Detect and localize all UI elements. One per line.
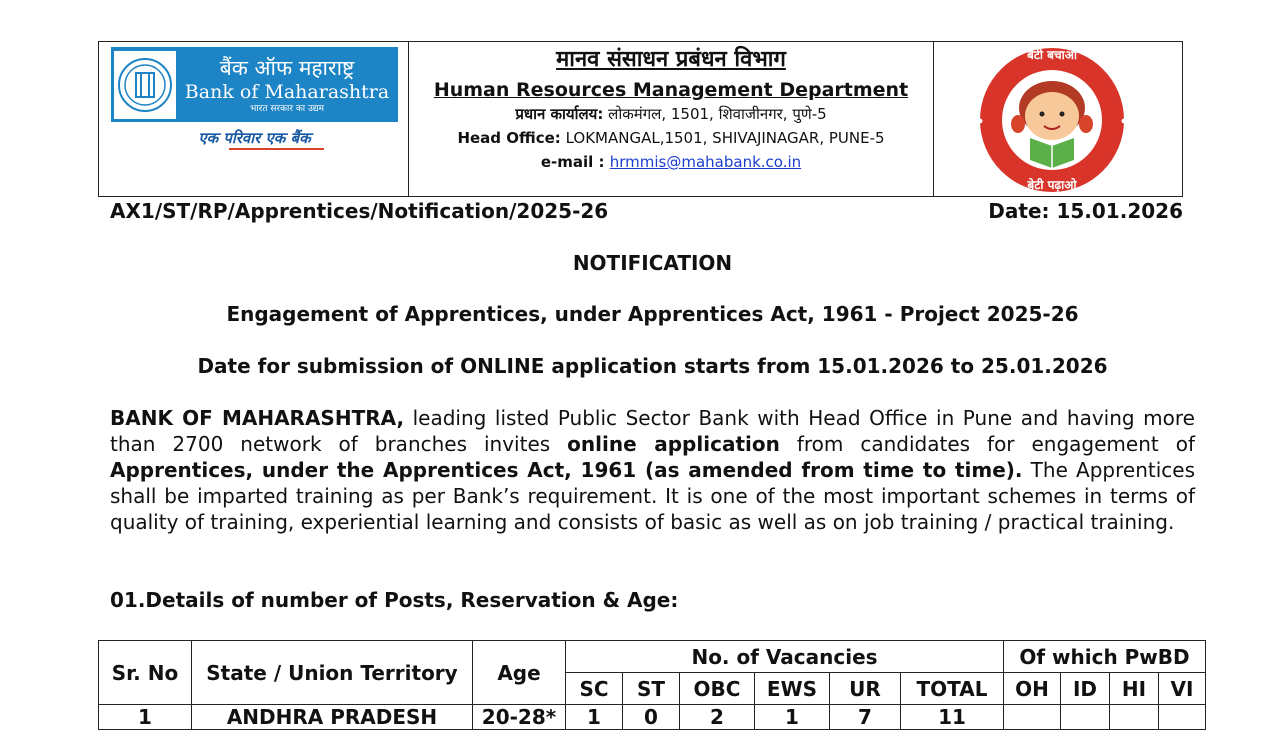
reference-number: AX1/ST/RP/Apprentices/Notification/2025-26: [110, 199, 609, 223]
campaign-logo-panel: [934, 42, 1182, 196]
cell-vi: [1159, 705, 1206, 730]
cell-age: 20-28*: [473, 705, 566, 730]
header-vacancies: No. of Vacancies: [566, 641, 1004, 673]
department-info: [409, 42, 934, 196]
bank-name-english: Bank of Maharashtra: [184, 80, 390, 103]
col-total: TOTAL: [901, 673, 1004, 705]
cell-sr: 1: [99, 705, 192, 730]
notification-title: NOTIFICATION: [572, 251, 733, 275]
col-hi: HI: [1110, 673, 1159, 705]
cell-total: 11: [901, 705, 1004, 730]
reference-line: [110, 199, 1183, 223]
bank-subtitle: भारत सरकार का उद्यम: [250, 103, 324, 114]
email-link[interactable]: hrmmis@mahabank.co.in: [609, 153, 802, 171]
cell-ur: 7: [830, 705, 901, 730]
head-office-address: Head Office: LOKMANGAL,1501, SHIVAJINAGAR, PUNE-5: [457, 129, 885, 147]
notification-date: Date: 15.01.2026: [988, 199, 1183, 223]
notification-subject: Engagement of Apprentices, under Apprentices Act, 1961 - Project 2025-26: [226, 302, 1079, 326]
col-sc: SC: [566, 673, 623, 705]
bank-emblem-icon: [114, 51, 176, 119]
header-state: State / Union Territory: [192, 641, 473, 705]
cell-st: 0: [623, 705, 680, 730]
tagline-underline: [229, 148, 324, 150]
header-age: Age: [473, 641, 566, 705]
campaign-top-text: बेटी बचाओ: [1026, 48, 1078, 62]
bank-logo-panel: [99, 42, 409, 196]
cell-oh: [1004, 705, 1061, 730]
bank-logo: [111, 47, 398, 122]
header-sr-no: Sr. No: [99, 641, 192, 705]
col-vi: VI: [1159, 673, 1206, 705]
submission-dates: Date for submission of ONLINE application starts from 15.01.2026 to 25.01.2026: [197, 354, 1108, 378]
letterhead: [98, 41, 1183, 197]
col-oh: OH: [1004, 673, 1061, 705]
cell-state: ANDHRA PRADESH: [192, 705, 473, 730]
cell-obc: 2: [680, 705, 755, 730]
cell-hi: [1110, 705, 1159, 730]
cell-ews: 1: [755, 705, 830, 730]
col-ews: EWS: [755, 673, 830, 705]
col-id: ID: [1061, 673, 1110, 705]
department-title-hindi: मानव संसाधन प्रबंधन विभाग: [556, 47, 786, 72]
cell-sc: 1: [566, 705, 623, 730]
campaign-bottom-text: बेटी पढ़ाओ: [1027, 178, 1077, 192]
col-st: ST: [623, 673, 680, 705]
vacancy-table: [98, 640, 1206, 730]
section-heading: 01.Details of number of Posts, Reservation & Age:: [110, 588, 679, 612]
col-ur: UR: [830, 673, 901, 705]
head-office-hindi: प्रधान कार्यालय: लोकमंगल, 1501, शिवाजीनगर, पुणे-5: [515, 105, 827, 123]
table-row: [99, 705, 1206, 730]
beti-bachao-logo-icon: [934, 42, 1182, 198]
cell-id: [1061, 705, 1110, 730]
bank-tagline: एक परिवार एक बैंक: [198, 129, 311, 147]
bank-name-hindi: बैंक ऑफ महाराष्ट्र: [219, 55, 355, 80]
header-pwbd: Of which PwBD: [1004, 641, 1206, 673]
department-title-english: Human Resources Management Department: [433, 79, 909, 101]
intro-paragraph: BANK OF MAHARASHTRA, leading listed Public Sector Bank with Head Office in Pune and having more than 2700 network of branches invites online application from candidates for engagement of Apprentices, under the Apprentices Act, 1961 (as amended from time to time). The Apprentices shall be imparted training as per Bank’s requirement. It is one of the most important schemes in terms of quality of training, experiential learning and consists of basic as well as on job training / practical training.: [110, 406, 1195, 534]
email-line: e-mail : hrmmis@mahabank.co.in: [540, 153, 802, 171]
col-obc: OBC: [680, 673, 755, 705]
